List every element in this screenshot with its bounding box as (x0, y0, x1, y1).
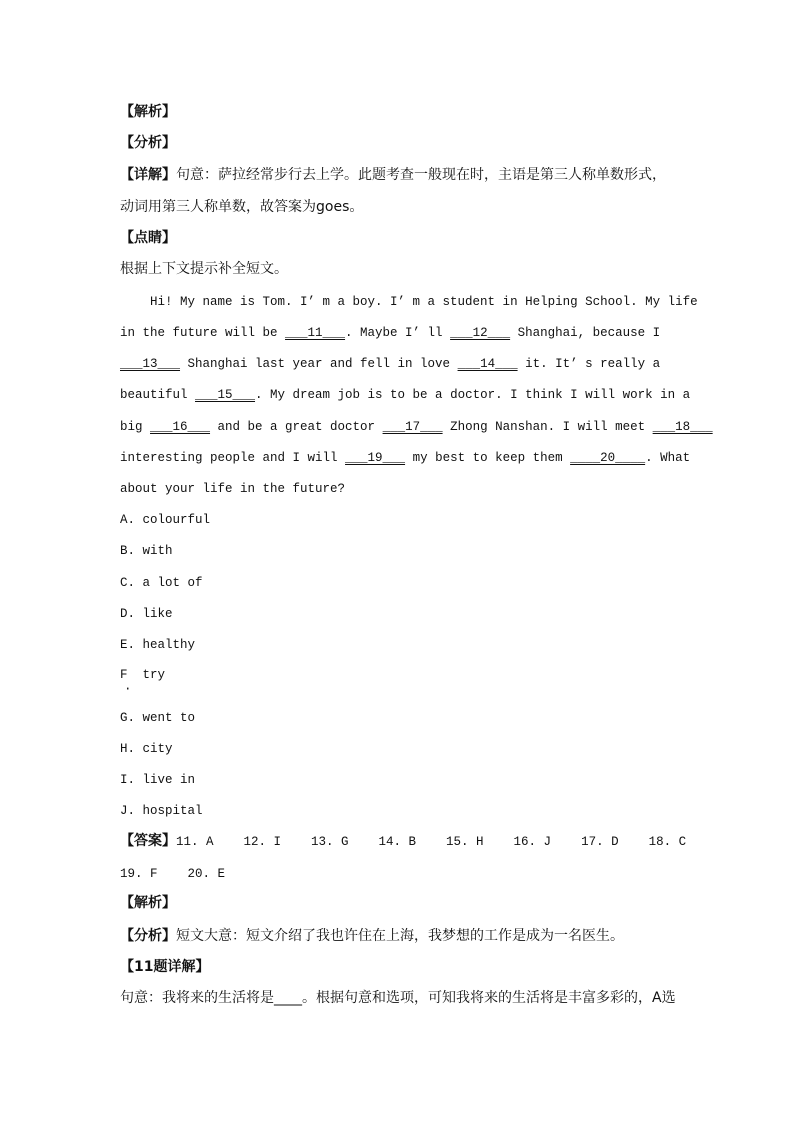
blank-12: ___12___ (450, 326, 511, 340)
option-a: A. colourful (120, 513, 211, 527)
option-g: G. went to (120, 711, 196, 725)
head-fenxi: 【分析】 (120, 135, 176, 151)
option-f-dot: · (124, 682, 132, 696)
answer-line1 (120, 832, 686, 851)
xiangjie-line2: 动词用第三人称单数，故答案为goes。 (120, 199, 364, 215)
blank-17: ___17___ (382, 420, 443, 434)
passage-line: in the future will be ___11___. Maybe I’ ll ___12___ Shanghai, because I (120, 326, 661, 340)
instruction: 根据上下文提示补全短文。 (120, 261, 288, 277)
option-b: B. with (120, 544, 173, 558)
blank-15: ___15___ (195, 388, 256, 402)
option-e: E. healthy (120, 638, 196, 652)
option-i: I. live in (120, 773, 196, 787)
xiangjie-line1 (120, 166, 666, 184)
option-h: H. city (120, 742, 173, 756)
q11-head: 【11题详解】 (120, 959, 210, 975)
fenxi2-text: 短文大意：短文介绍了我也许住在上海，我梦想的工作是成为一名医生。 (176, 928, 624, 944)
blank-18: ___18___ (652, 420, 713, 434)
fenxi2-line (120, 927, 624, 945)
passage-line: beautiful ___15___. My dream job is to be a doctor. I think I will work in a (120, 388, 691, 402)
blank-13: ___13___ (120, 357, 181, 371)
option-f: F try (120, 668, 166, 682)
xiangjie-text: 句意：萨拉经常步行去上学。此题考查一般现在时，主语是第三人称单数形式， (176, 167, 666, 183)
q11-text: 句意：我将来的生活将是____。根据句意和选项，可知我将来的生活将是丰富多彩的，A选 (120, 990, 676, 1006)
answer-values: 11. A 12. I 13. G 14. B 15. H 16. J 17. D 18. C (176, 835, 687, 849)
passage-line: interesting people and I will ___19___ my best to keep them ____20____. What (120, 451, 691, 465)
passage-line: ___13___ Shanghai last year and fell in love ___14___ it. It’ s really a (120, 357, 661, 371)
option-d: D. like (120, 607, 173, 621)
blank-20: ____20____ (570, 451, 646, 465)
head-jiexi-2: 【解析】 (120, 895, 176, 911)
blank-14: ___14___ (457, 357, 518, 371)
option-c: C. a lot of (120, 576, 203, 590)
answer-line2: 19. F 20. E (120, 867, 226, 881)
option-j: J. hospital (120, 804, 203, 818)
passage-line: about your life in the future? (120, 482, 346, 496)
fenxi2-label: 【分析】 (120, 928, 176, 944)
blank-19: ___19___ (345, 451, 406, 465)
xiangjie-label: 【详解】 (120, 167, 176, 183)
head-jiexi: 【解析】 (120, 104, 176, 120)
answer-label: 【答案】 (120, 833, 176, 849)
head-dianjing: 【点睛】 (120, 230, 176, 246)
passage-line: Hi! My name is Tom. I’ m a boy. I’ m a student in Helping School. My life (120, 295, 698, 309)
passage-line: big ___16___ and be a great doctor ___17___ Zhong Nanshan. I will meet ___18___ (120, 420, 713, 434)
blank-16: ___16___ (150, 420, 211, 434)
blank-11: ___11___ (285, 326, 346, 340)
